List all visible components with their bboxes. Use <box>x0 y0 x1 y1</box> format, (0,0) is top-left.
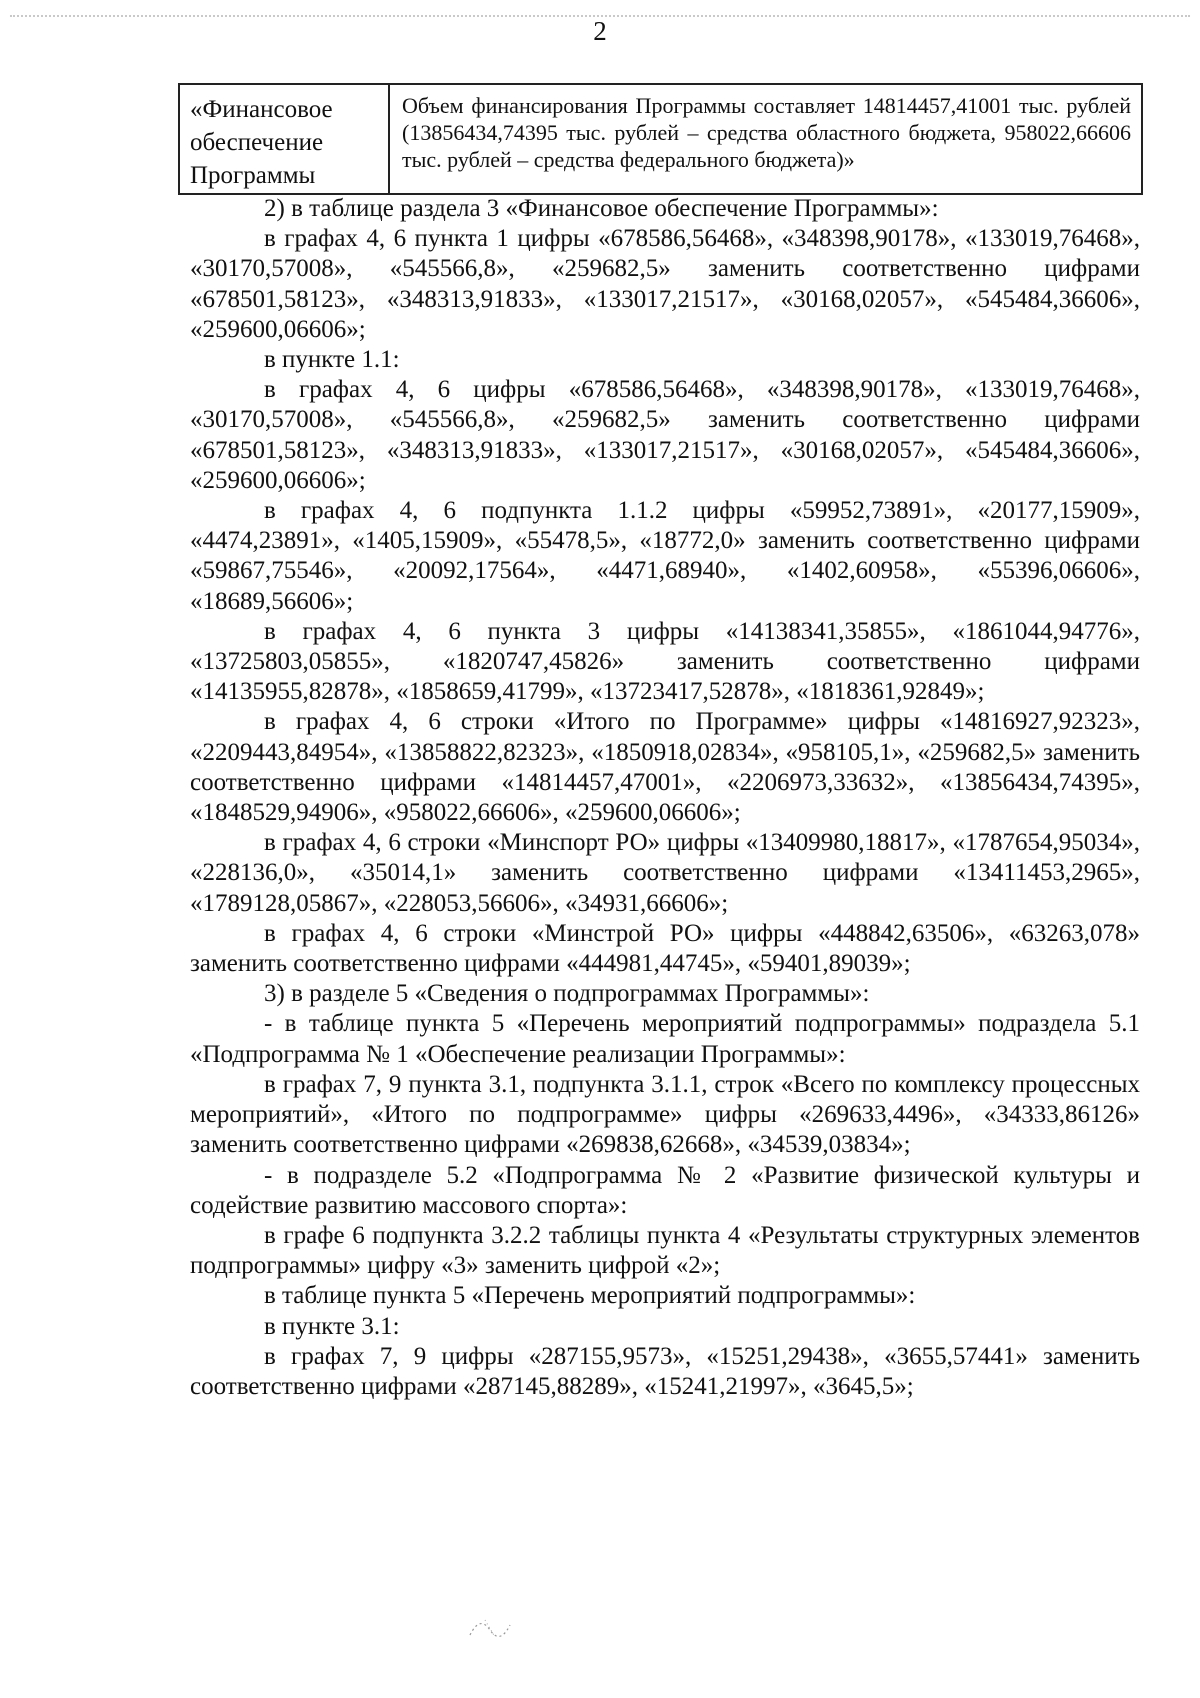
table-cell-label: «Финансовое обеспечение Программы <box>179 84 389 194</box>
paragraph: в графах 7, 9 цифры «287155,9573», «15251,29438», «3655,57441» заменить соответственно цифрами «287145,88289», «15241,21997», «3645,5»; <box>190 1342 1140 1400</box>
table-cell-value: Объем финансирования Программы составляет 14814457,41001 тыс. рублей (13856434,74395 тыс. рублей – средства областного бюджета, 958022,66606 тыс. рублей – средства федерального бюджета)» <box>389 84 1142 194</box>
paragraph: - в подразделе 5.2 «Подпрограмма № 2 «Развитие физической культуры и содействие развитию массового спорта»: <box>190 1161 1140 1219</box>
paragraph: в графах 4, 6 пункта 1 цифры «678586,56468», «348398,90178», «133019,76468», «30170,57008», «545566,8», «259682,5» заменить соответственно цифрами «678501,58123», «348313,91833», «133017,21517», «30168,02057», «545484,36606», «259600,06606»; <box>190 225 1140 343</box>
financing-table <box>178 83 1143 195</box>
paragraph: в таблице пункта 5 «Перечень мероприятий подпрограммы»: <box>264 1282 916 1310</box>
document-body <box>190 194 1140 1402</box>
paragraph: - в таблице пункта 5 «Перечень мероприятий подпрограммы» подраздела 5.1 «Подпрограмма № 1 «Обеспечение реализации Программы»: <box>190 1010 1140 1068</box>
paragraph: в графах 4, 6 строки «Минспорт РО» цифры «13409980,18817», «1787654,95034», «228136,0», «35014,1» заменить соответственно цифрами «13411453,2965», «1789128,05867», «228053,56606», «34931,66606»; <box>190 829 1140 917</box>
paragraph: 3) в разделе 5 «Сведения о подпрограммах Программы»: <box>264 980 870 1008</box>
paragraph: в графах 7, 9 пункта 3.1, подпункта 3.1.1, строк «Всего по комплексу процессных мероприятий», «Итого по подпрограмме» цифры «269633,4496», «34333,86126» заменить соответственно цифрами «269838,62668», «34539,03834»; <box>190 1070 1140 1159</box>
scan-mark <box>450 1605 530 1645</box>
page-number: 2 <box>593 16 607 46</box>
paragraph: в графах 4, 6 строки «Итого по Программе» цифры «14816927,92323», «2209443,84954», «13858822,82323», «1850918,02834», «958105,1», «259682,5» заменить соответственно цифрами «14814457,47001», «2206973,33632», «13856434,74395», «1848529,94906», «958022,66606», «259600,06606»; <box>190 708 1140 827</box>
paragraph: в графе 6 подпункта 3.2.2 таблицы пункта 4 «Результаты структурных элементов подпрограммы» цифру «3» заменить цифрой «2»; <box>190 1221 1140 1280</box>
paragraph: в графах 4, 6 строки «Минстрой РО» цифры «448842,63506», «63263,078» заменить соответственно цифрами «444981,44745», «59401,89039»; <box>190 919 1140 978</box>
paragraph: в графах 4, 6 подпункта 1.1.2 цифры «59952,73891», «20177,15909», «4474,23891», «1405,15909», «55478,5», «18772,0» заменить соответственно цифрами «59867,75546», «20092,17564», «4471,68940», «1402,60958», «55396,06606», «18689,56606»; <box>190 497 1140 615</box>
table-row <box>179 84 1142 194</box>
paragraph: 2) в таблице раздела 3 «Финансовое обеспечение Программы»: <box>264 195 939 222</box>
paragraph: в графах 4, 6 пункта 3 цифры «14138341,35855», «1861044,94776», «13725803,05855», «1820747,45826» заменить соответственно цифрами «14135955,82878», «1858659,41799», «13723417,52878», «1818361,92849»; <box>190 617 1140 706</box>
paragraph: в пункте 3.1: <box>264 1312 400 1340</box>
paragraph: в пункте 1.1: <box>264 346 400 374</box>
paragraph: в графах 4, 6 цифры «678586,56468», «348398,90178», «133019,76468», «30170,57008», «545566,8», «259682,5» заменить соответственно цифрами «678501,58123», «348313,91833», «133017,21517», «30168,02057», «545484,36606», «259600,06606»; <box>190 376 1140 494</box>
